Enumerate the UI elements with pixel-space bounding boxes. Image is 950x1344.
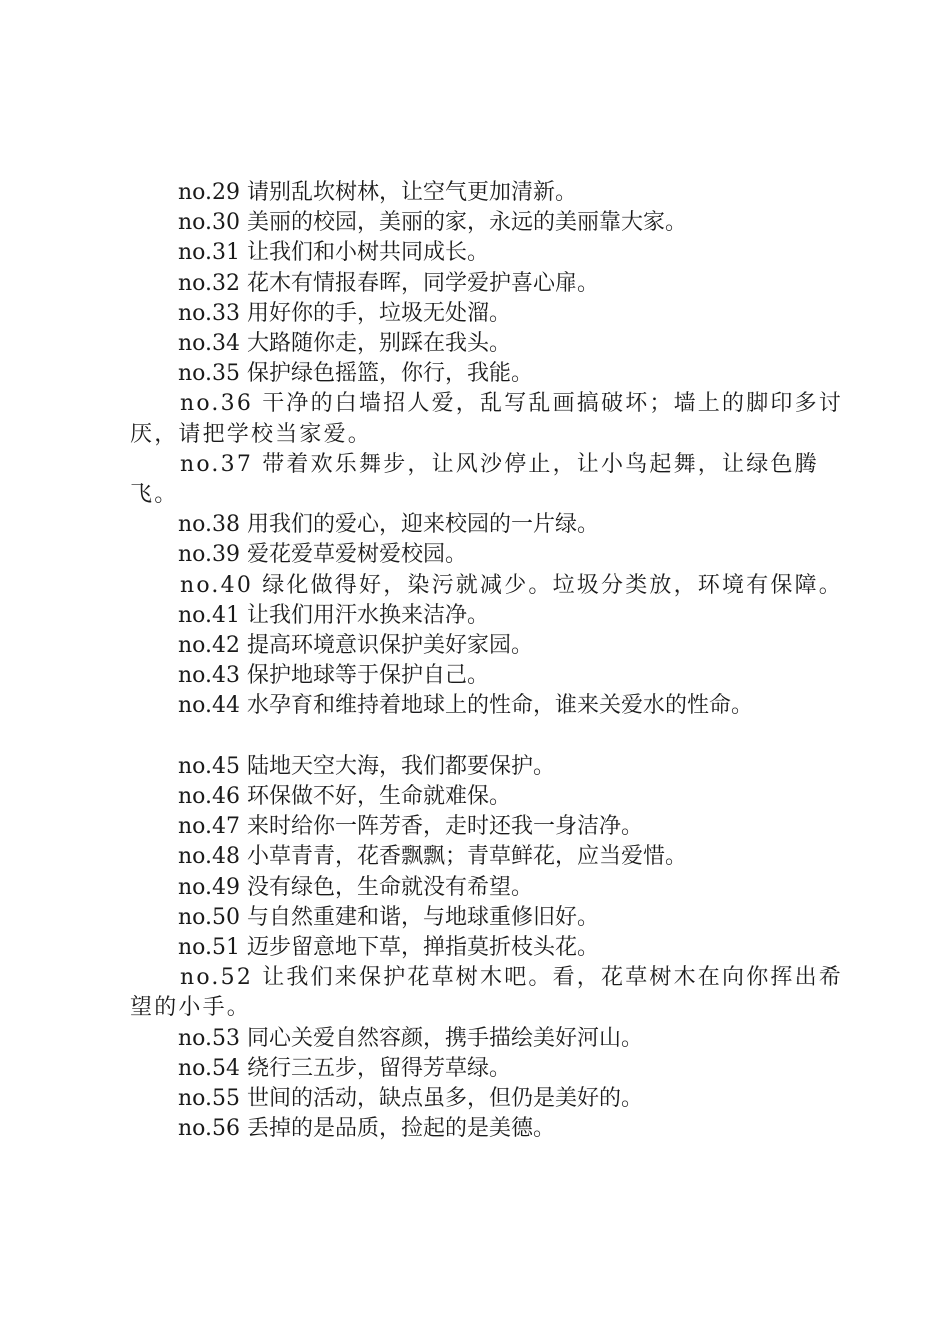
slogan-34: no.34 大路随你走，别踩在我头。: [178, 331, 512, 357]
slogan-56: no.56 丢掉的是品质，捡起的是美德。: [178, 1116, 556, 1142]
slogan-52: no.52 让我们来保护花草树木吧。看，花草树木在向你挥出希望的小手。: [130, 965, 844, 1021]
slogan-43: no.43 保护地球等于保护自己。: [178, 663, 490, 689]
slogan-38: no.38 用我们的爱心，迎来校园的一片绿。: [178, 512, 600, 538]
slogan-32: no.32 花木有情报春晖，同学爱护喜心扉。: [178, 270, 600, 296]
slogan-55: no.55 世间的活动，缺点虽多，但仍是美好的。: [178, 1086, 644, 1112]
slogan-29: no.29 请别乱坎树林，让空气更加清新。: [178, 180, 578, 205]
slogan-37: no.37 带着欢乐舞步，让风沙停止，让小鸟起舞，让绿色腾飞。: [130, 451, 819, 508]
slogan-50: no.50 与自然重建和谐，与地球重修旧好。: [178, 904, 600, 930]
slogan-39: no.39 爱花爱草爱树爱校园。: [178, 542, 468, 568]
slogan-44: no.44 水孕育和维持着地球上的性命，谁来关爱水的性命。: [178, 693, 754, 719]
slogan-49: no.49 没有绿色，生命就没有希望。: [178, 874, 534, 900]
slogan-36: no.36 干净的白墙招人爱，乱写乱画搞破坏；墙上的脚印多讨厌，请把学校当家爱。: [130, 391, 844, 447]
slogan-45: no.45 陆地天空大海，我们都要保护。: [178, 753, 556, 779]
slogan-31: no.31 让我们和小树共同成长。: [178, 240, 490, 266]
slogan-list: [130, 178, 850, 1144]
slogan-30: no.30 美丽的校园，美丽的家，永远的美丽靠大家。: [178, 210, 688, 236]
paragraph-gap: [130, 722, 850, 752]
slogan-33: no.33 用好你的手，垃圾无处溜。: [178, 300, 512, 326]
slogan-48: no.48 小草青青，花香飘飘；青草鲜花，应当爱惜。: [178, 844, 688, 870]
slogan-35: no.35 保护绿色摇篮，你行，我能。: [178, 361, 534, 387]
slogan-41: no.41 让我们用汗水换来洁净。: [178, 602, 490, 628]
slogan-40: no.40 绿化做得好，染污就减少。垃圾分类放，环境有保障。: [180, 572, 844, 598]
slogan-53: no.53 同心关爱自然容颜，携手描绘美好河山。: [178, 1025, 644, 1051]
slogan-51: no.51 迈步留意地下草，掸指莫折枝头花。: [178, 935, 600, 961]
slogan-46: no.46 环保做不好，生命就难保。: [178, 784, 512, 810]
slogan-42: no.42 提高环境意识保护美好家园。: [178, 633, 534, 659]
slogan-54: no.54 绕行三五步，留得芳草绿。: [178, 1055, 512, 1081]
slogan-47: no.47 来时给你一阵芳香，走时还我一身洁净。: [178, 814, 644, 840]
